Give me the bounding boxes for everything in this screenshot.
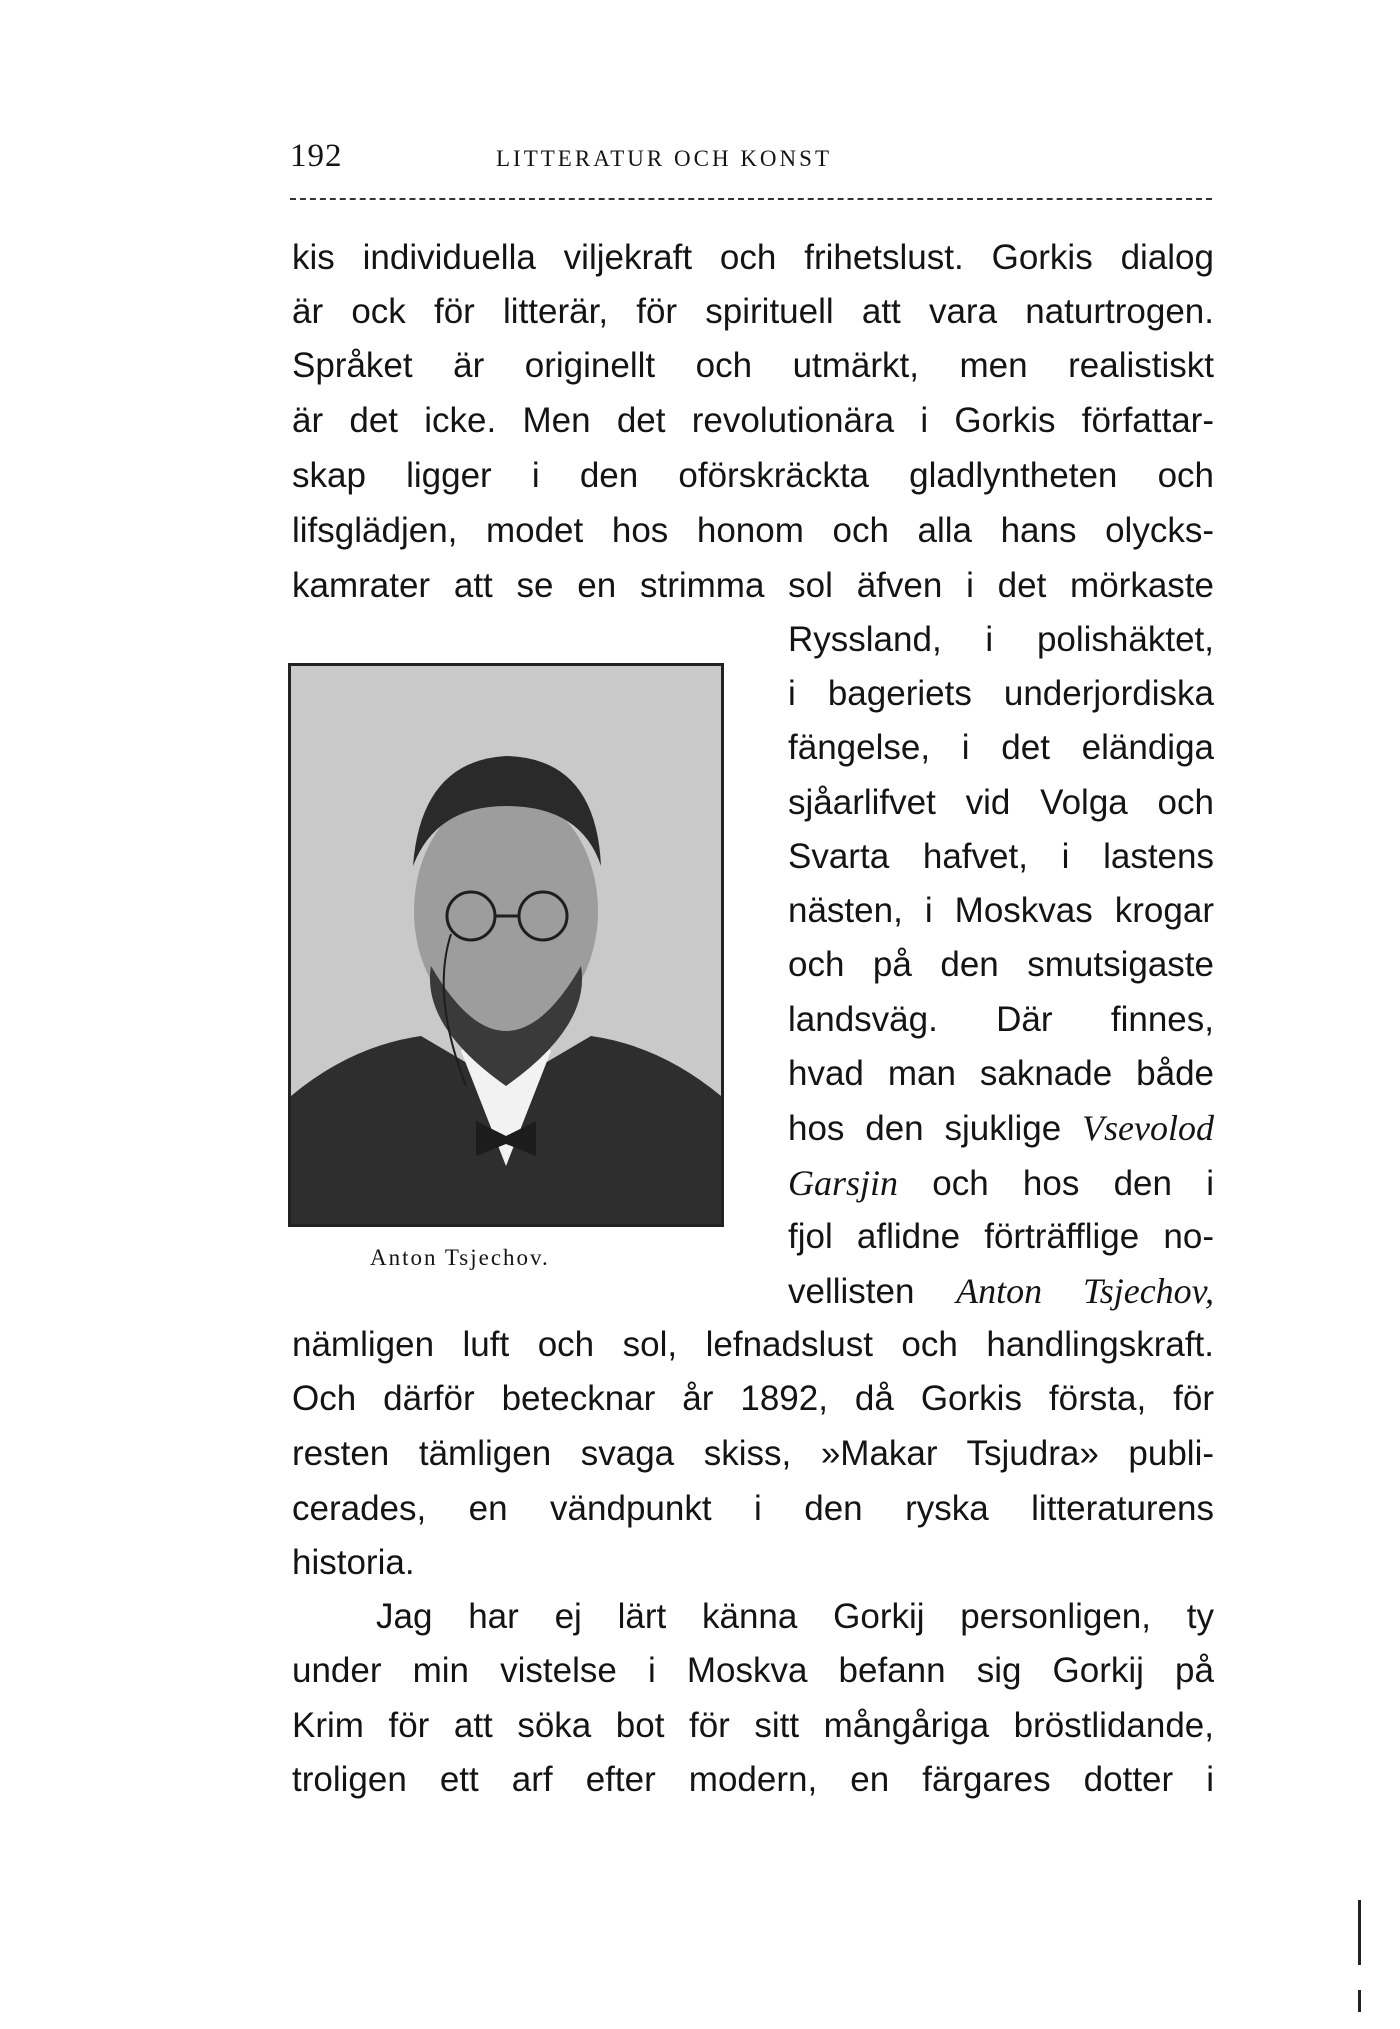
italic-name: Anton Tsjechov, (956, 1271, 1214, 1311)
text-line: skap ligger i den oförskräckta gladlyntheten och (292, 456, 1214, 495)
text-line: landsväg. Där finnes, (788, 1000, 1214, 1039)
text-line: kamrater att se en strimma sol äfven i det mörkaste (292, 566, 1214, 605)
figure-caption: Anton Tsjechov. (370, 1245, 550, 1270)
text-line: Och därför betecknar år 1892, då Gorkis första, för (292, 1379, 1214, 1418)
portrait-photo (288, 663, 724, 1227)
running-title: LITTERATUR OCH KONST (496, 146, 832, 171)
text-line: lifsglädjen, modet hos honom och alla hans olycks- (292, 511, 1214, 550)
text-line: Språket är originellt och utmärkt, men realistiskt (292, 346, 1214, 385)
text-line (788, 1107, 1214, 1150)
text-line: under min vistelse i Moskva befann sig Gorkij på (292, 1651, 1214, 1690)
text-line: kis individuella viljekraft och frihetslust. Gorkis dialog (292, 238, 1214, 277)
italic-name: Garsjin (788, 1163, 899, 1203)
text-line: Jag har ej lärt känna Gorkij personligen, ty (376, 1597, 1214, 1636)
text-line: nästen, i Moskvas krogar (788, 891, 1214, 930)
portrait-illustration (291, 666, 721, 1224)
text-line: och på den smutsigaste (788, 945, 1214, 984)
text-line: fängelse, i det eländiga (788, 728, 1214, 767)
text-line (788, 1162, 1214, 1205)
text-line: resten tämligen svaga skiss, »Makar Tsjudra» publi- (292, 1434, 1214, 1473)
text-line: historia. (292, 1543, 415, 1582)
scan-mark (1358, 1990, 1361, 2012)
text-line: Krim för att söka bot för sitt mångåriga bröstlidande, (292, 1706, 1214, 1745)
page-number: 192 (290, 138, 343, 174)
text-line: Svarta hafvet, i lastens (788, 837, 1214, 876)
text-line: är det icke. Men det revolutionära i Gorkis författar- (292, 401, 1214, 440)
text-line: fjol aflidne förträfflige no- (788, 1217, 1214, 1256)
text-span: och hos den i (932, 1164, 1214, 1203)
text-line: nämligen luft och sol, lefnadslust och handlingskraft. (292, 1325, 1214, 1364)
text-line: troligen ett arf efter modern, en färgares dotter i (292, 1760, 1214, 1799)
text-line: hvad man saknade både (788, 1054, 1214, 1093)
text-line (788, 1270, 1214, 1313)
italic-name: Vsevolod (1082, 1108, 1214, 1148)
page-header (290, 138, 1210, 178)
text-line: Ryssland, i polishäktet, (788, 620, 1214, 659)
scan-mark (1358, 1900, 1361, 1965)
text-line: är ock för litterär, för spirituell att vara naturtrogen. (292, 292, 1214, 331)
text-line: sjåarlifvet vid Volga och (788, 783, 1214, 822)
text-line: cerades, en vändpunkt i den ryska litteraturens (292, 1489, 1214, 1528)
header-rule (290, 198, 1212, 200)
text-span: vellisten (788, 1272, 915, 1311)
text-span: hos den sjuklige (788, 1109, 1062, 1148)
text-line: i bageriets underjordiska (788, 674, 1214, 713)
